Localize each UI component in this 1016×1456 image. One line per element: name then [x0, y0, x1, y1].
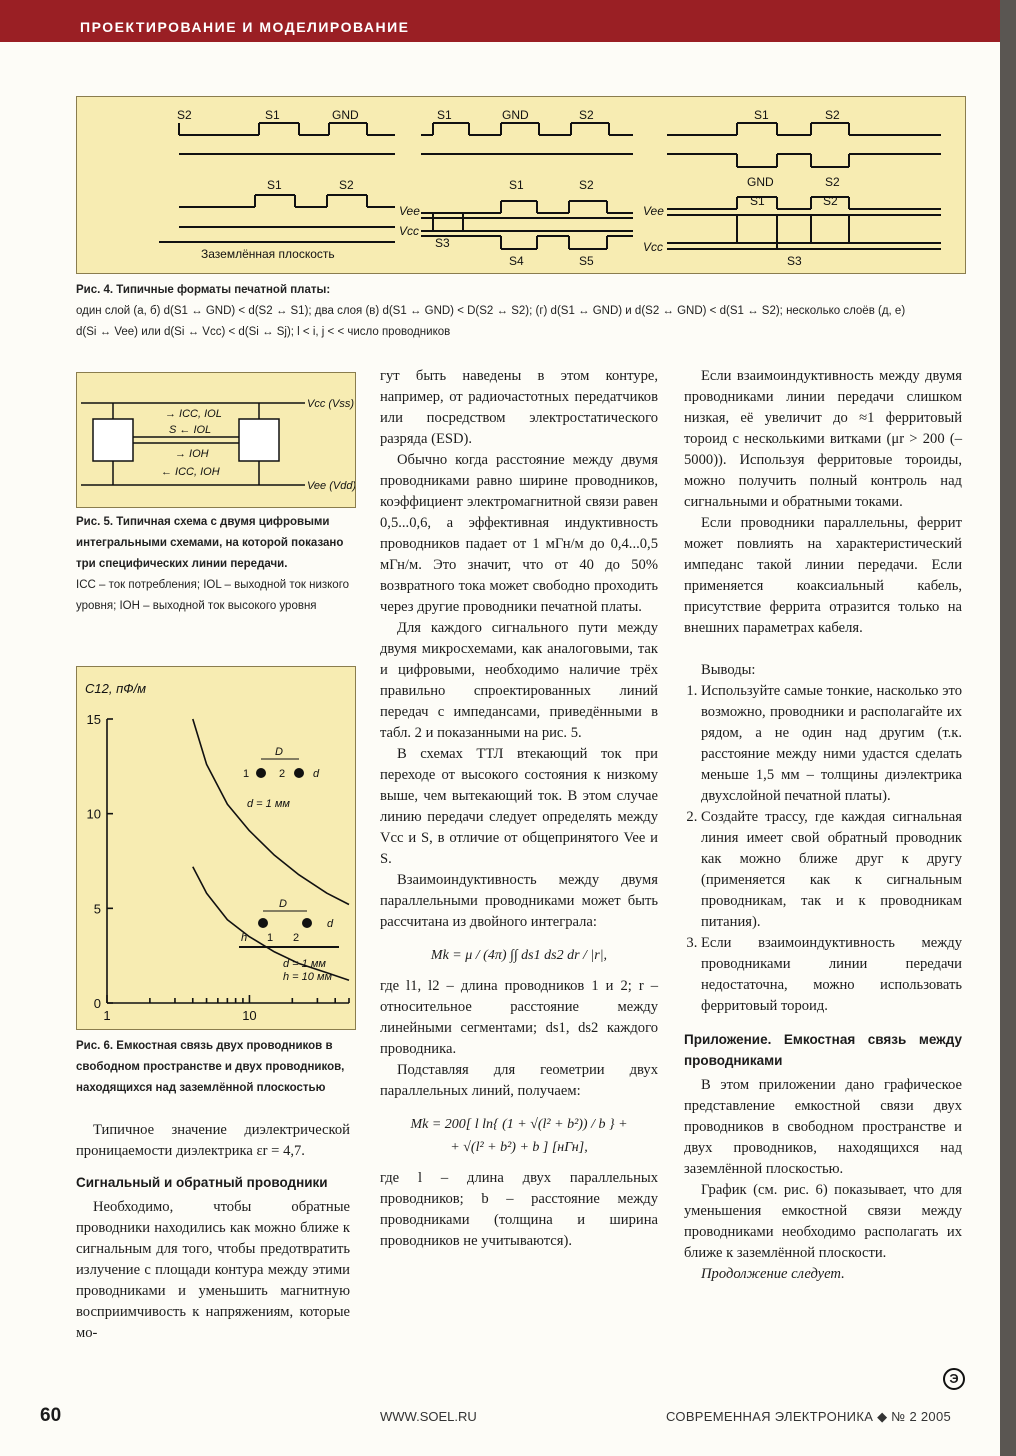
fig4-label-s2b: S2 — [579, 108, 594, 122]
fig4-label-gnd-c: GND — [747, 175, 774, 189]
fig4-label-s1b: S1 — [437, 108, 452, 122]
fig4-label-vcc-f: Vcc — [643, 240, 664, 254]
paragraph-col2-5: Взаимоиндуктивность между двумя параллельными проводниками может быть рассчитана из двойного интеграла: — [380, 872, 658, 930]
journal-logo: Э — [943, 1368, 965, 1390]
figure-4-caption-title: Рис. 4. Типичные форматы печатной платы: — [76, 284, 331, 296]
chart-ylabel: C12, пФ/м — [85, 681, 147, 696]
paragraph-col2-6: где l1, l2 – длина проводников 1 и 2; r – относительное расстояние между линейными сегментами; ds1, ds2 каждого проводника. — [380, 978, 658, 1057]
footer-journal: СОВРЕМЕННАЯ ЭЛЕКТРОНИКА ◆ № 2 2005 — [666, 1409, 952, 1424]
chart-curve2a-label: d = 1 мм — [283, 958, 326, 970]
paragraph-appendix-2: График (см. рис. 6) показывает, что для уменьшения емкостной связи между проводниками необходимо располагать их ближе к заземлённой плоскости. — [684, 1182, 962, 1261]
chart-pin2-label: 2 — [279, 768, 286, 780]
conclusion-3: 3. Если взаимоиндуктивность между проводниками линии передачи недостаточна, можно использовать ферритовый тороид. — [701, 933, 962, 1017]
chart-y-tick-label: 10 — [86, 806, 101, 822]
chart-d-small-label: d — [313, 768, 320, 780]
footer-website: WWW.SOEL.RU — [380, 1409, 477, 1424]
formula-parallel-lines-a: Mk = 200[ l ln{ (1 + √(l² + b²)) / b } + — [410, 1117, 628, 1132]
section-header — [0, 0, 1000, 42]
chart-gp-pin1-label: 1 — [267, 932, 274, 944]
fig4-label-gnd-b: GND — [502, 108, 529, 122]
chart-gp-conductor-2-dot — [302, 918, 312, 928]
page-number: 60 — [40, 1405, 62, 1426]
fig4-label-s2f: S2 — [823, 194, 838, 208]
fig4-label-s2d: S2 — [339, 178, 354, 192]
chart-pin1-label: 1 — [243, 768, 250, 780]
heading-signal-return: Сигнальный и обратный проводники — [76, 1175, 328, 1190]
figure-4-caption-line1: один слой (а, б) d(S1 ↔ GND) < d(S2 ↔ S1); два слоя (в) d(S1 ↔ GND) < D(S2 ↔ S2); (г) d(S1 ↔ GND) и d(S2 ↔ GND) < d(S1 ↔ S2); несколько слоёв (д, е) — [76, 305, 906, 317]
conclusions-list — [684, 681, 962, 1017]
formula-parallel-lines-b: + √(l² + b²) + b ] [нГн], — [450, 1140, 588, 1155]
figure-4 — [76, 96, 966, 274]
figure-6-caption — [76, 1036, 358, 1099]
section-title: ПРОЕКТИРОВАНИЕ И МОДЕЛИРОВАНИЕ — [80, 19, 410, 35]
fig4-label-s1e: S1 — [509, 178, 524, 192]
chart-d-label: D — [275, 746, 283, 758]
fig4-label-vee-f: Vee — [643, 204, 664, 218]
fig4-label-s5e: S5 — [579, 254, 594, 268]
figure-4-caption-line2: d(Si ↔ Vee) или d(Si ↔ Vcc) < d(Si ↔ Sj); l < i, j < < число проводников — [76, 326, 451, 338]
paragraph-conclusions: Выводы: — [701, 662, 756, 678]
fig4-label-s2c-b: S2 — [825, 175, 840, 189]
chart-conductor-1-dot — [256, 768, 266, 778]
fig4-label-s3f: S3 — [787, 254, 802, 268]
heading-appendix: Приложение. Емкостная связь между проводниками — [684, 1032, 962, 1068]
paragraph-col2-8: где l – длина двух параллельных проводников; b – расстояние между проводниками (толщина и ширина проводников не учитываются). — [380, 1170, 658, 1249]
chart-conductor-2-dot — [294, 768, 304, 778]
chart-h-label: h — [241, 932, 248, 944]
conclusion-2: 2. Создайте трассу, где каждая сигнальная линия имеет свой обратный проводник как можно ближе друг к другу (применяется как к сигнальным проводникам, так и к проводникам питания). — [701, 807, 962, 933]
page-edge — [1000, 0, 1016, 1456]
figure-4-diagram — [77, 97, 965, 273]
figure-5-caption-title: Рис. 5. Типичная схема с двумя цифровыми интегральными схемами, на которой показано три специфических линии передачи. — [76, 516, 344, 570]
figure-5 — [76, 372, 356, 508]
fig4-label-vcc-d: Vcc — [399, 224, 420, 238]
fig4-label-gnd-a: GND — [332, 108, 359, 122]
paragraph-col3-2: Если проводники параллельны, феррит может повлиять на характеристический импеданс такой линии передачи. Если применяется коаксиальный кабель, присутствие феррита отразится только на внешних параметрах кабеля. — [684, 515, 962, 636]
chart-gp-pin2-label: 2 — [293, 932, 300, 944]
fig5-arrow4: ← ICC, IOH — [161, 466, 220, 478]
chart-gp-d-small-label: d — [327, 918, 334, 930]
chart-curve1-label: d = 1 мм — [247, 798, 290, 810]
fig4-label-vee-d: Vee — [399, 204, 420, 218]
paragraph-col2-1: гут быть наведены в этом контуре, например, от радиочастотных передатчиков или посредством электростатического разряда (ESD). — [380, 368, 658, 447]
figure-5-caption-body: ICC – ток потребления; IOL – выходной ток низкого уровня; IOH – выходной ток высокого уровня — [76, 579, 350, 612]
fig4-ground-plane: Заземлённая плоскость — [201, 247, 335, 261]
fig5-label-vee: Vee (Vdd) — [307, 480, 355, 492]
fig5-label-vcc: Vcc (Vss) — [307, 398, 355, 410]
chart-gp-d-label: D — [279, 898, 287, 910]
chart-curve2b-label: h = 10 мм — [283, 971, 333, 983]
chart-y-tick-label: 15 — [86, 712, 101, 727]
fig4-label-s1d: S1 — [267, 178, 282, 192]
column-3 — [684, 366, 962, 1285]
column-2 — [380, 366, 658, 1252]
paragraph-col2-2: Обычно когда расстояние между двумя проводниками равно ширине проводников, коэффициент электромагнитной связи равен 0,5...0,6, а эффективная индуктивность проводников падает от 1 мГн/м до 0,4...0,5 мГн/м. Это значит, что от 40 до 50% возвратного тока может свободно проходить через другие проводники печатной платы. — [380, 452, 658, 615]
fig4-label-s2a: S2 — [177, 108, 192, 122]
paragraph-signal-return: Необходимо, чтобы обратные проводники находились как можно ближе к сигнальным для того, чтобы предотвратить излучение с площади контура между этими проводниками и уменьшить магнитную восприимчивость к напряжениям, которые мо- — [76, 1199, 350, 1341]
figure-6-chart — [77, 667, 355, 1029]
paragraph-col2-3: Для каждого сигнального пути между двумя микросхемами, как аналоговыми, так и цифровыми, необходимо наличие трёх правильно спроектированных линий передач с импедансами, приведёнными в табл. 2 и показанными на рис. 5. — [380, 620, 658, 741]
chart-x-tick-label: 1 — [103, 1008, 111, 1023]
paragraph-appendix-1: В этом приложении дано графическое представление емкостной связи двух проводников в свободном пространстве и двух проводников, находящихся над заземлённой плоскостью. — [684, 1077, 962, 1177]
figure-6-caption-title: Рис. 6. Емкостная связь двух проводников в свободном пространстве и двух проводников, находящихся над заземлённой плоскостью — [76, 1040, 345, 1094]
fig4-label-s1c: S1 — [754, 108, 769, 122]
fig4-label-s2c: S2 — [825, 108, 840, 122]
fig5-arrow3: → IOH — [175, 448, 209, 460]
figure-4-caption — [76, 280, 966, 343]
fig5-arrow2: S ← IOL — [169, 424, 212, 436]
column-1 — [76, 1120, 350, 1344]
fig4-label-s2e: S2 — [579, 178, 594, 192]
conclusion-1: 1. Используйте самые тонкие, насколько это возможно, проводники и располагайте их рядом, а не один над другим (т.к. расстояние между ними удастся сделать меньше 1,5 мм – толщины диэлектрика двухслойной печатной платы). — [701, 681, 962, 807]
fig4-label-s4e: S4 — [509, 254, 524, 268]
paragraph-col2-7: Подставляя для геометрии двух параллельных линий, получаем: — [380, 1062, 658, 1099]
figure-5-diagram — [77, 373, 355, 507]
fig4-label-s1f: S1 — [750, 194, 765, 208]
chart-series-1-line — [193, 719, 349, 905]
chart-y-tick-label: 5 — [93, 901, 101, 917]
fig4-label-s3e: S3 — [435, 236, 450, 250]
chart-x-tick-label: 10 — [242, 1008, 257, 1023]
fig5-arrow1: → ICC, IOL — [165, 408, 222, 420]
paragraph-continued: Продолжение следует. — [701, 1266, 845, 1282]
fig4-label-s1a: S1 — [265, 108, 280, 122]
figure-5-caption — [76, 512, 358, 617]
paragraph-col2-4: В схемах ТТЛ втекающий ток при переходе от высокого состояния к низкому выше, чем вытекающий ток. В этом случае линию передачи следует определять между Vcc и S, в отличие от общепринятого Vee и S. — [380, 746, 658, 867]
chart-y-tick-label: 0 — [93, 996, 101, 1011]
paragraph-dielectric: Типичное значение диэлектрической проницаемости диэлектрика εr = 4,7. — [76, 1122, 350, 1159]
paragraph-col3-1: Если взаимоиндуктивность между двумя проводниками линии передачи слишком низкая, её увеличит до ≈1 ферритовый тороид с несколькими витками (μr > 200 (–5000)). Используя ферритовые тороиды, можно получить полный контроль над сигнальными и обратными токами. — [684, 368, 962, 510]
formula-mutual-inductance-integral: Mk = μ / (4π) ∫∫ ds1 ds2 dr / |r|, — [430, 948, 608, 963]
chart-gp-conductor-1-dot — [258, 918, 268, 928]
figure-6 — [76, 666, 356, 1030]
